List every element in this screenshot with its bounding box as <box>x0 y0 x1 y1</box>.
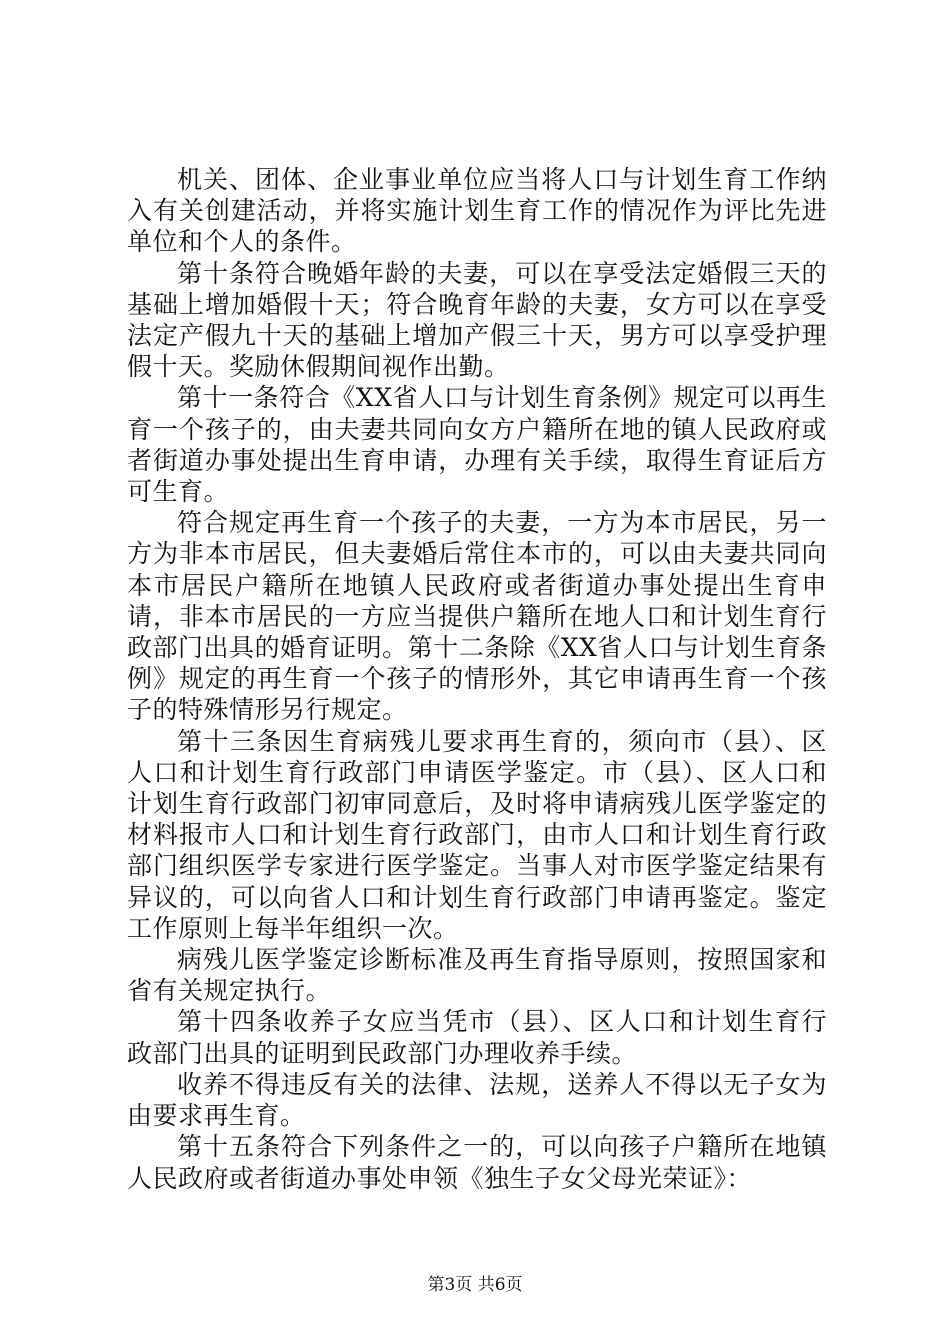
paragraph-3: 第十一条符合《XX省人口与计划生育条例》规定可以再生育一个孩子的，由夫妻共同向女方户籍所在地的镇人民政府或者街道办事处提出生育申请，办理有关手续，取得生育证后方可生育。 <box>127 383 827 507</box>
paragraph-9: 第十五条符合下列条件之一的，可以向孩子户籍所在地镇人民政府或者街道办事处申领《独生子女父母光荣证》： <box>127 1132 827 1193</box>
paragraph-6: 病残儿医学鉴定诊断标准及再生育指导原则，按照国家和省有关规定执行。 <box>127 945 827 1006</box>
document-body <box>127 164 827 1194</box>
paragraph-1: 机关、团体、企业事业单位应当将人口与计划生育工作纳入有关创建活动，并将实施计划生育工作的情况作为评比先进单位和个人的条件。 <box>127 165 827 257</box>
paragraph-5: 第十三条因生育病残儿要求再生育的，须向市（县）、区人口和计划生育行政部门申请医学鉴定。市（县）、区人口和计划生育行政部门初审同意后，及时将申请病残儿医学鉴定的材料报市人口和计划生育行政部门，由市人口和计划生育行政部门组织医学专家进行医学鉴定。当事人对市医学鉴定结果有异议的，可以向省人口和计划生育行政部门申请再鉴定。鉴定工作原则上每半年组织一次。 <box>127 726 827 943</box>
paragraph-2: 第十条符合晚婚年龄的夫妻，可以在享受法定婚假三天的基础上增加婚假十天；符合晚育年龄的夫妻，女方可以在享受法定产假九十天的基础上增加产假三十天，男方可以享受护理假十天。奖励休假期间视作出勤。 <box>127 258 827 382</box>
paragraph-7: 第十四条收养子女应当凭市（县）、区人口和计划生育行政部门出具的证明到民政部门办理收养手续。 <box>127 1007 827 1068</box>
paragraph-4: 符合规定再生育一个孩子的夫妻，一方为本市居民，另一方为非本市居民，但夫妻婚后常住本市的，可以由夫妻共同向本市居民户籍所在地镇人民政府或者街道办事处提出生育申请，非本市居民的一方应当提供户籍所在地人口和计划生育行政部门出具的婚育证明。第十二条除《XX省人口与计划生育条例》规定的再生育一个孩子的情形外，其它申请再生育一个孩子的特殊情形另行规定。 <box>127 508 827 725</box>
paragraph-8: 收养不得违反有关的法律、法规，送养人不得以无子女为由要求再生育。 <box>127 1069 827 1131</box>
page-number-footer: 第3页 共6页 <box>427 1275 523 1295</box>
